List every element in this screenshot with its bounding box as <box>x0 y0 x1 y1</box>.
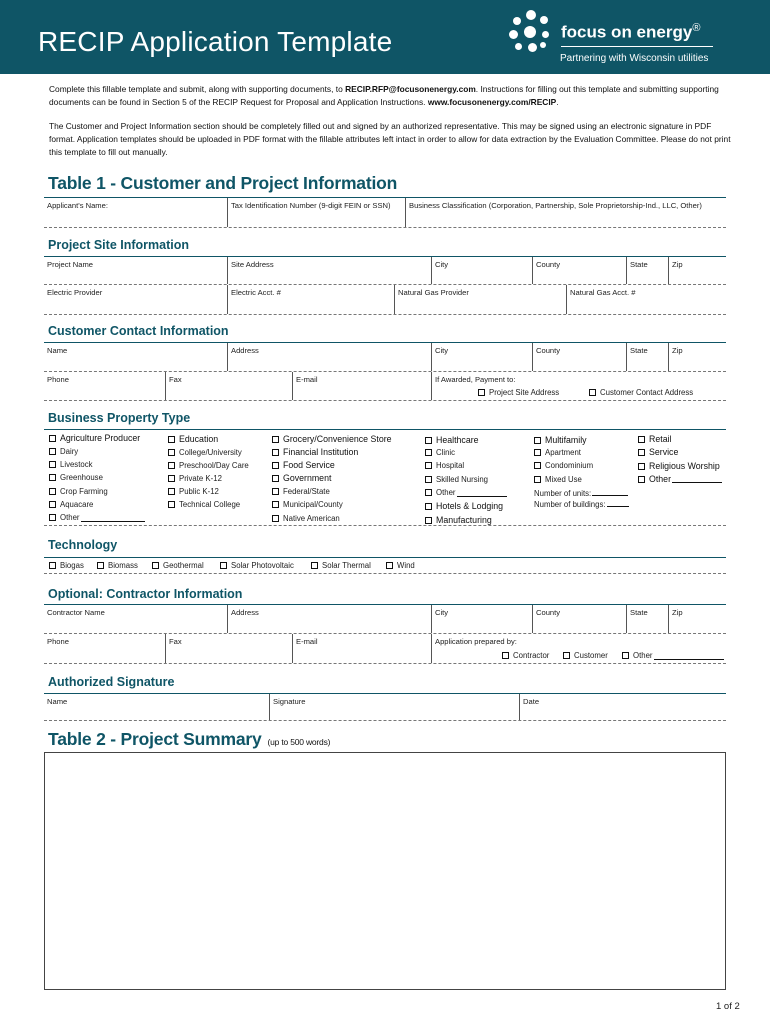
number-of-buildings-field[interactable]: Number of buildings: <box>534 499 629 509</box>
header-banner <box>0 0 770 74</box>
contractor-city-field[interactable]: City <box>431 605 532 633</box>
contractor-heading: Optional: Contractor Information <box>48 587 243 601</box>
property-type-rule <box>44 429 726 430</box>
checkbox-icon <box>478 389 485 396</box>
manufacturing-checkbox[interactable]: Manufacturing <box>425 515 492 525</box>
dairy-checkbox[interactable]: Dairy <box>49 447 78 456</box>
customer-fax-field[interactable]: Fax <box>165 372 292 400</box>
project-site-row-2 <box>44 285 726 315</box>
applicant-name-field[interactable]: Applicant's Name: <box>47 201 108 210</box>
college-university-checkbox[interactable]: College/University <box>168 448 242 457</box>
customer-name-field[interactable]: Name <box>47 346 68 355</box>
livestock-checkbox[interactable]: Livestock <box>49 460 93 469</box>
checkbox-icon <box>168 488 175 495</box>
hotels-lodging-checkbox[interactable]: Hotels & Lodging <box>425 501 503 511</box>
recip-url-link[interactable]: www.focusonenergy.com/RECIP <box>427 97 557 107</box>
checkbox-icon <box>589 389 596 396</box>
service-checkbox[interactable]: Service <box>638 447 678 457</box>
contractor-address-field[interactable]: Address <box>227 605 431 633</box>
checkbox-icon <box>425 462 432 469</box>
project-site-heading: Project Site Information <box>48 238 189 252</box>
contractor-phone-field[interactable]: Phone <box>47 637 69 646</box>
solar-thermal-checkbox[interactable]: Solar Thermal <box>311 561 371 570</box>
tax-id-field[interactable]: Tax Identification Number (9-digit FEIN or SSN) <box>227 198 405 227</box>
checkbox-icon <box>425 437 432 444</box>
greenhouse-checkbox[interactable]: Greenhouse <box>49 473 103 482</box>
checkbox-icon <box>425 476 432 483</box>
signature-date-field[interactable]: Date <box>519 694 726 720</box>
mixed-use-checkbox[interactable]: Mixed Use <box>534 475 582 484</box>
signer-name-field[interactable]: Name <box>47 697 68 706</box>
education-checkbox[interactable]: Education <box>168 434 218 444</box>
crop-farming-checkbox[interactable]: Crop Farming <box>49 487 108 496</box>
federal-state-checkbox[interactable]: Federal/State <box>272 487 330 496</box>
property-other-input[interactable] <box>672 475 722 483</box>
prepared-by-customer-checkbox[interactable]: Customer <box>563 651 608 660</box>
checkbox-icon <box>168 475 175 482</box>
apartment-checkbox[interactable]: Apartment <box>534 448 581 457</box>
gas-acct-field[interactable]: Natural Gas Acct. # <box>566 285 726 314</box>
agriculture-producer-checkbox[interactable]: Agriculture Producer <box>49 433 140 443</box>
customer-state-field[interactable]: State <box>626 343 668 371</box>
prepared-by-contractor-checkbox[interactable]: Contractor <box>502 651 549 660</box>
business-classification-field[interactable]: Business Classification (Corporation, Partnership, Sole Proprietorship-Ind., LLC, Other) <box>405 198 726 227</box>
biomass-checkbox[interactable]: Biomass <box>97 561 138 570</box>
page-title: RECIP Application Template <box>38 26 393 57</box>
units-input[interactable] <box>592 488 628 496</box>
contractor-county-field[interactable]: County <box>532 605 626 633</box>
page-number: 1 of 2 <box>716 1001 740 1012</box>
wind-checkbox[interactable]: Wind <box>386 561 415 570</box>
preschool-daycare-checkbox[interactable]: Preschool/Day Care <box>168 461 249 470</box>
checkbox-icon <box>502 652 509 659</box>
retail-checkbox[interactable]: Retail <box>638 434 672 444</box>
electric-provider-field[interactable]: Electric Provider <box>47 288 103 297</box>
signature-field[interactable]: Signature <box>269 694 519 720</box>
checkbox-icon <box>622 652 629 659</box>
customer-contact-row-1 <box>44 343 726 372</box>
customer-county-field[interactable]: County <box>532 343 626 371</box>
financial-institution-checkbox[interactable]: Financial Institution <box>272 447 358 457</box>
contractor-fax-field[interactable]: Fax <box>165 634 292 663</box>
checkbox-icon <box>49 501 56 508</box>
contractor-state-field[interactable]: State <box>626 605 668 633</box>
gas-provider-field[interactable]: Natural Gas Provider <box>394 285 566 314</box>
checkbox-icon <box>168 501 175 508</box>
food-service-checkbox[interactable]: Food Service <box>272 460 335 470</box>
customer-address-field[interactable]: Address <box>227 343 431 371</box>
number-of-units-field[interactable]: Number of units: <box>534 488 628 498</box>
site-state-field[interactable]: State <box>626 257 668 284</box>
technology-bottom-rule <box>44 558 726 574</box>
checkbox-icon <box>272 475 279 482</box>
table1-heading: Table 1 - Customer and Project Information <box>48 173 398 193</box>
geothermal-checkbox[interactable]: Geothermal <box>152 561 204 570</box>
technical-college-checkbox[interactable]: Technical College <box>168 500 240 509</box>
customer-phone-field[interactable]: Phone <box>47 375 69 384</box>
grocery-store-checkbox[interactable]: Grocery/Convenience Store <box>272 434 392 444</box>
checkbox-icon <box>272 436 279 443</box>
biogas-checkbox[interactable]: Biogas <box>49 561 84 570</box>
hospital-checkbox[interactable]: Hospital <box>425 461 464 470</box>
buildings-input[interactable] <box>607 499 629 507</box>
site-county-field[interactable]: County <box>532 257 626 284</box>
private-k12-checkbox[interactable]: Private K-12 <box>168 474 222 483</box>
checkbox-icon <box>425 503 432 510</box>
healthcare-checkbox[interactable]: Healthcare <box>425 435 479 445</box>
prepared-by-other-input[interactable] <box>654 652 724 660</box>
condominium-checkbox[interactable]: Condominium <box>534 461 593 470</box>
checkbox-icon <box>49 448 56 455</box>
intro-paragraph-2: The Customer and Project Information section should be completely filled out and signed by an authorized representative. This may be signed using an electronic signature in PDF format. Application templates should be uploaded in PDF format with the fillable attributes left intact in order to allow for data extraction by the Evaluation Committee. Please do not print this template to fill out manually. <box>49 121 731 157</box>
site-zip-field[interactable]: Zip <box>668 257 726 284</box>
checkbox-icon <box>272 449 279 456</box>
brand-divider <box>561 46 713 47</box>
site-city-field[interactable]: City <box>431 257 532 284</box>
project-site-row-1 <box>44 257 726 285</box>
public-k12-checkbox[interactable]: Public K-12 <box>168 487 219 496</box>
agriculture-other-checkbox[interactable]: Other <box>49 513 145 522</box>
property-other-checkbox[interactable]: Other <box>638 474 722 484</box>
checkbox-icon <box>49 435 56 442</box>
word-limit-note: (up to 500 words) <box>267 737 331 747</box>
property-type-heading: Business Property Type <box>48 411 191 425</box>
checkbox-icon <box>49 488 56 495</box>
brand-name: focus on energy® <box>561 22 701 42</box>
checkbox-icon <box>168 436 175 443</box>
prepared-by-group: Application prepared by: <box>431 634 726 663</box>
checkbox-icon <box>534 449 541 456</box>
solar-photovoltaic-checkbox[interactable]: Solar Photovoltaic <box>220 561 294 570</box>
electric-acct-field[interactable]: Electric Acct. # <box>227 285 394 314</box>
checkbox-icon <box>168 449 175 456</box>
skilled-nursing-checkbox[interactable]: Skilled Nursing <box>425 475 488 484</box>
checkbox-icon <box>425 449 432 456</box>
project-name-field[interactable]: Project Name <box>47 260 94 269</box>
table2-heading: Table 2 - Project Summary (up to 500 words) <box>48 729 331 749</box>
checkbox-icon <box>534 462 541 469</box>
project-summary-textarea[interactable] <box>44 752 726 990</box>
focus-on-energy-logo-icon <box>509 10 553 54</box>
contractor-row-1 <box>44 605 726 634</box>
checkbox-icon <box>638 476 645 483</box>
multifamily-checkbox[interactable]: Multifamily <box>534 435 587 445</box>
property-type-bottom-rule <box>44 510 726 526</box>
checkbox-icon <box>168 462 175 469</box>
aquacare-checkbox[interactable]: Aquacare <box>49 500 93 509</box>
customer-city-field[interactable]: City <box>431 343 532 371</box>
checkbox-icon <box>638 463 645 470</box>
prepared-by-other-checkbox[interactable]: Other <box>622 651 724 660</box>
government-checkbox[interactable]: Government <box>272 473 331 483</box>
brand-tagline: Partnering with Wisconsin utilities <box>560 53 709 64</box>
checkbox-icon <box>638 436 645 443</box>
checkbox-icon <box>49 474 56 481</box>
payment-to-group: If Awarded, Payment to: <box>431 372 726 400</box>
checkbox-icon <box>534 437 541 444</box>
native-american-checkbox[interactable]: Native American <box>272 514 340 523</box>
contractor-zip-field[interactable]: Zip <box>668 605 726 633</box>
customer-contact-heading: Customer Contact Information <box>48 324 229 338</box>
checkbox-icon <box>638 449 645 456</box>
healthcare-other-checkbox[interactable]: Other <box>425 488 507 497</box>
checkbox-icon <box>272 462 279 469</box>
site-address-field[interactable]: Site Address <box>227 257 431 284</box>
checkbox-icon <box>272 488 279 495</box>
contractor-name-field[interactable]: Contractor Name <box>47 608 105 617</box>
customer-zip-field[interactable]: Zip <box>668 343 726 371</box>
payment-site-address-checkbox[interactable]: Project Site Address <box>478 388 559 397</box>
checkbox-icon <box>563 652 570 659</box>
checkbox-icon <box>425 489 432 496</box>
clinic-checkbox[interactable]: Clinic <box>425 448 455 457</box>
municipal-county-checkbox[interactable]: Municipal/County <box>272 500 343 509</box>
checkbox-icon <box>49 461 56 468</box>
customer-email-field[interactable]: E-mail <box>292 372 431 400</box>
religious-worship-checkbox[interactable]: Religious Worship <box>638 461 720 471</box>
applicant-row <box>44 198 726 228</box>
signature-row <box>44 694 726 721</box>
contractor-email-field[interactable]: E-mail <box>292 634 431 663</box>
payment-contact-address-checkbox[interactable]: Customer Contact Address <box>589 388 693 397</box>
signature-heading: Authorized Signature <box>48 675 175 689</box>
checkbox-icon <box>272 501 279 508</box>
intro-paragraph-1: Complete this fillable template and submit, along with supporting documents, to RECIP.RFP@focusonenergy.com. Instructions for filling out this template and submitting supporting documents can be found in Section 5 of the RECIP Request for Proposal and Application Instructions. www.focusonenergy.com/RECIP. <box>49 84 719 107</box>
checkbox-icon <box>534 476 541 483</box>
healthcare-other-input[interactable] <box>457 489 507 497</box>
rfp-email-link[interactable]: RECIP.RFP@focusonenergy.com <box>345 84 476 94</box>
technology-heading: Technology <box>48 538 118 552</box>
